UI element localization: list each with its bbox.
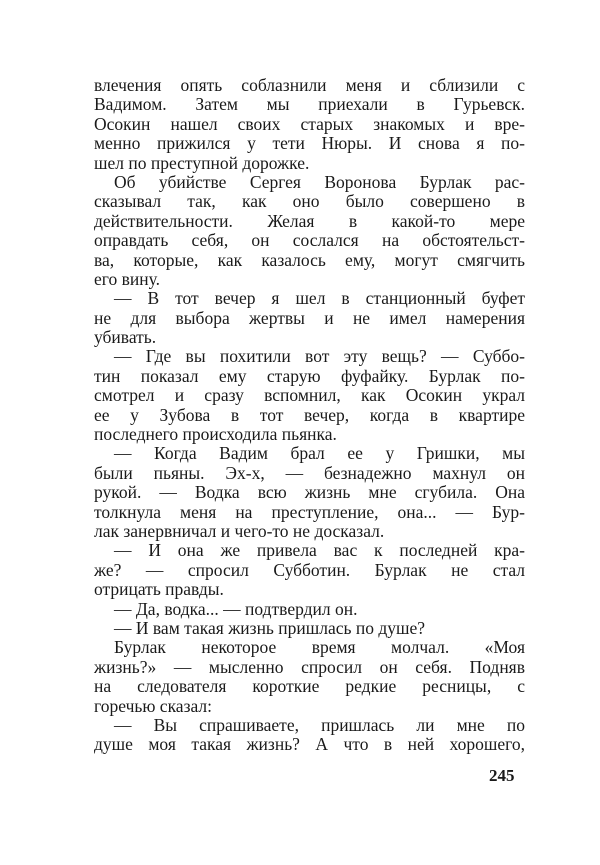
text-line: на следователя короткие редкие ресницы, с	[94, 676, 525, 697]
text-line: Вадимом. Затем мы приехали в Гурьевск.	[94, 94, 525, 115]
text-line: толкнула меня на преступление, она... — Бур-	[94, 501, 525, 522]
text-line: влечения опять соблазнили меня и сблизили с	[94, 75, 525, 95]
text-line: душе моя такая жизнь? А что в ней хорошего,	[94, 734, 525, 755]
text-line: Бурлак некоторое время молчал. «Моя	[114, 637, 525, 658]
text-line: шел по преступной дорожке.	[94, 152, 310, 173]
text-line: ее у Зубова в тот вечер, когда в квартире	[94, 404, 525, 425]
text-line: — В тот вечер я шел в станционный буфет	[114, 288, 525, 309]
text-line: — Да, водка... — подтвердил он.	[114, 598, 358, 619]
text-line: его вину.	[94, 268, 161, 289]
text-line: ва, которые, как казалось ему, могут смягчить	[94, 249, 525, 270]
page-number: 245	[489, 766, 515, 785]
text-line: менно прижился у тети Нюры. И снова я по-	[94, 133, 525, 154]
body-text	[94, 76, 525, 755]
text-line: Об убийстве Сергея Воронова Бурлак рас-	[114, 171, 525, 192]
text-line: Осокин нашел своих старых знакомых и вре-	[94, 113, 525, 134]
text-line: последнего происходила пьянка.	[94, 424, 337, 445]
text-line: — И вам такая жизнь пришлась по душе?	[114, 617, 426, 638]
text-line: отрицать правды.	[94, 579, 224, 600]
text-line: же? — спросил Субботин. Бурлак не стал	[94, 559, 525, 580]
text-line: — Где вы похитили вот эту вещь? — Суббо-	[114, 346, 525, 367]
text-line: горечью сказал:	[94, 695, 213, 716]
text-line: — И она же привела вас к последней кра-	[114, 540, 525, 561]
text-line: — Вы спрашиваете, пришлась ли мне по	[114, 714, 525, 735]
text-line: лак занервничал и чего-то не досказал.	[94, 520, 385, 541]
text-line: — Когда Вадим брал ее у Гришки, мы	[114, 443, 525, 464]
text-line: тин показал ему старую фуфайку. Бурлак по-	[94, 365, 525, 386]
text-line: сказывал так, как оно было совершено в	[94, 191, 525, 212]
text-line: действительности. Желая в какой-то мере	[94, 210, 525, 231]
text-line: рукой. — Водка всю жизнь мне сгубила. Она	[94, 482, 525, 503]
text-line: смотрел и сразу вспомнил, как Осокин украл	[94, 385, 525, 406]
text-line: были пьяны. Эх-х, — безнадежно махнул он	[94, 462, 525, 483]
text-line: убивать.	[94, 327, 157, 348]
text-line: жизнь?» — мысленно спросил он себя. Подняв	[94, 656, 525, 677]
text-line: оправдать себя, он сослался на обстоятельст-	[94, 230, 525, 251]
text-line: не для выбора жертвы и не имел намерения	[94, 307, 525, 328]
